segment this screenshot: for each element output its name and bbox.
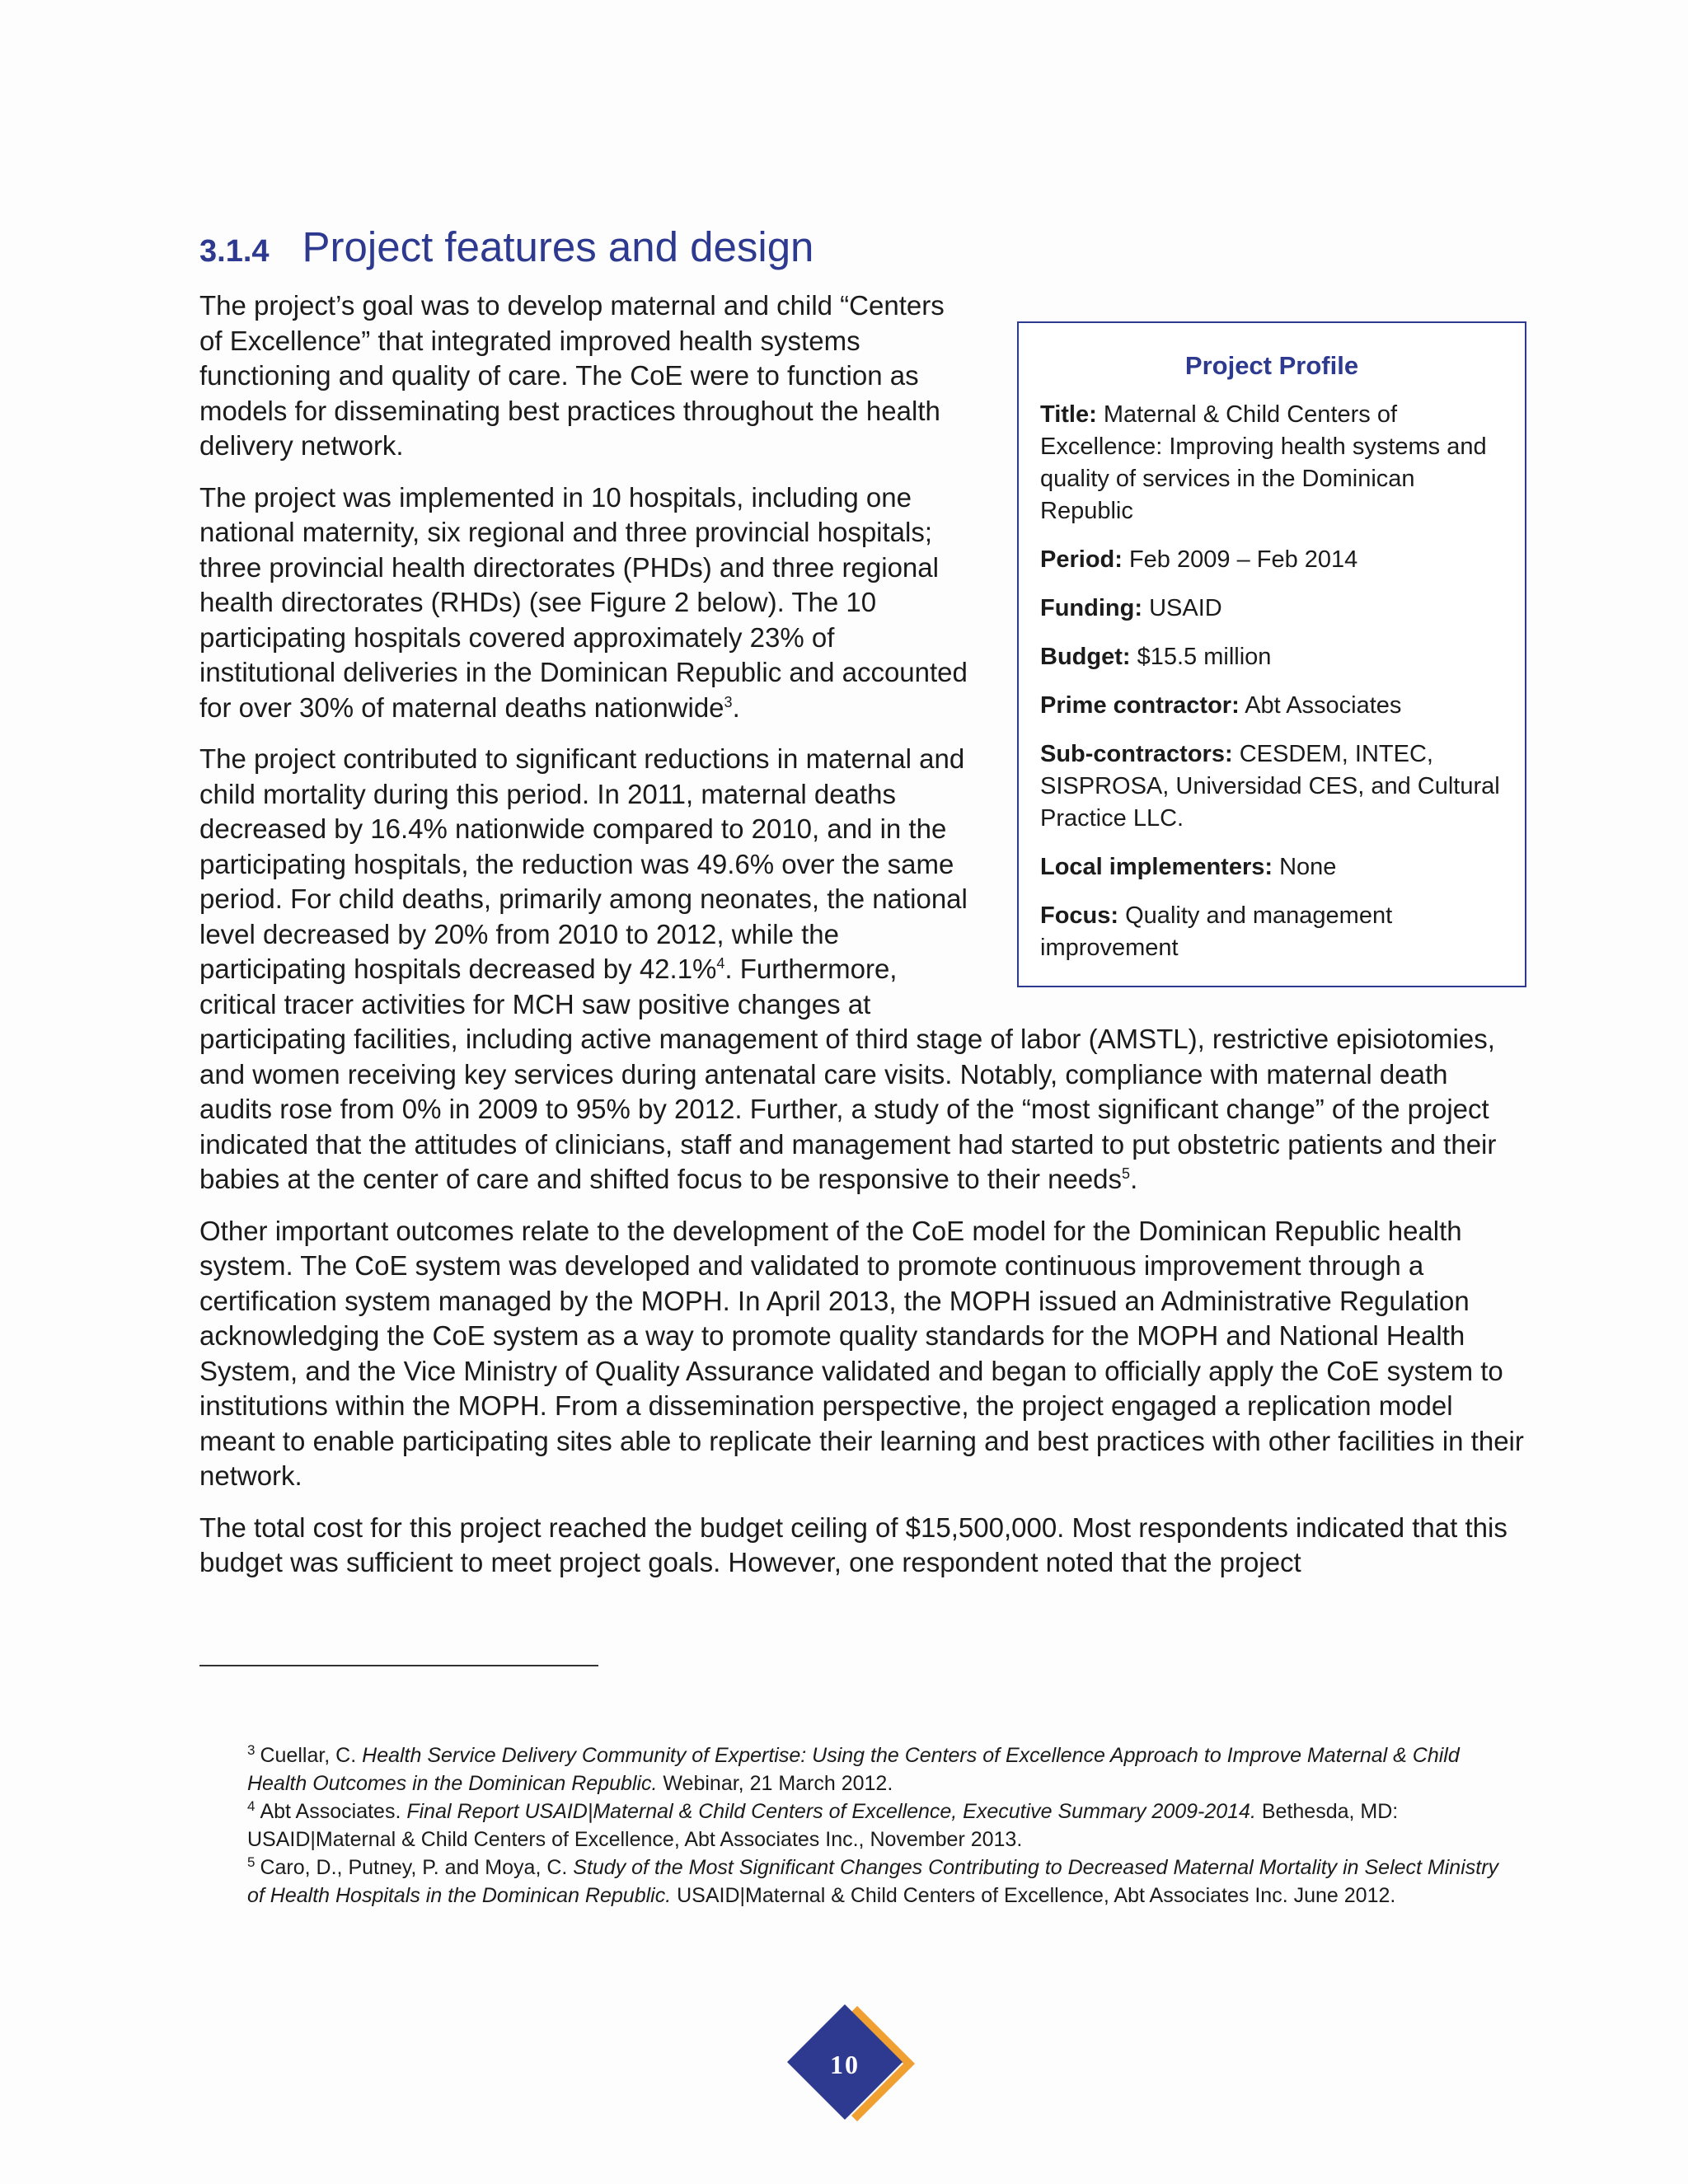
- profile-funding-row: [1040, 593, 1503, 625]
- paragraph-results-text-b: . Furthermore, critical tracer activities for MCH saw positive changes at participating facilities, including active management of third stage of labor (AMSTL), restrictive episiotomies, and women receiving key services during antenatal care visits. Notably, compliance with maternal death audits rose from 0% in 2009 to 95% by 2012. Further, a study of the “most significant change” of the project indicated that the attitudes of clinicians, staff and management had started to put obstetric patients and their babies at the center of care and shifted focus to be responsive to their needs: [199, 954, 1497, 1194]
- footnote-4-author: Abt Associates.: [260, 1800, 407, 1823]
- profile-sub-label: Sub-contractors:: [1040, 741, 1233, 767]
- footnote-3-title: Health Service Delivery Community of Expertise: Using the Centers of Excellence Approach to Improve Maternal & Child Health Outcomes in the Dominican Republic.: [247, 1744, 1460, 1795]
- paragraph-goal: The project’s goal was to develop maternal and child “Centers of Excellence” that integrated improved health systems functioning and quality of care. The CoE were to function as models for disseminating best practices throughout the health delivery network.: [199, 290, 945, 461]
- profile-focus-row: [1040, 900, 1503, 964]
- footnote-5-title: Study of the Most Significant Changes Contributing to Decreased Maternal Mortality in Select Ministry of Health Hospitals in the Dominican Republic.: [247, 1856, 1499, 1907]
- profile-funding-label: Funding:: [1040, 595, 1143, 621]
- profile-budget-row: [1040, 641, 1503, 673]
- paragraph-implementation-end: .: [732, 691, 740, 723]
- footnote-3-number: 3: [247, 1741, 256, 1758]
- profile-prime-row: [1040, 690, 1503, 722]
- footnote-3-source: Webinar, 21 March 2012.: [657, 1772, 893, 1795]
- footnote-ref-3[interactable]: 3: [724, 693, 733, 710]
- footnote-ref-4[interactable]: 4: [716, 955, 725, 972]
- footnote-ref-5[interactable]: 5: [1122, 1165, 1131, 1182]
- footnote-separator: [199, 1665, 598, 1666]
- section-number: 3.1.4: [199, 234, 270, 269]
- profile-local-row: [1040, 851, 1503, 883]
- body-column: [199, 288, 1526, 1581]
- paragraph-results-end: .: [1130, 1164, 1138, 1194]
- profile-title-label: Title:: [1040, 401, 1097, 428]
- profile-heading: Project Profile: [1184, 351, 1359, 380]
- profile-sub-value: CESDEM, INTEC, SISPROSA, Universidad CES, and Cultural Practice LLC.: [1040, 741, 1500, 832]
- page-number: 10: [830, 2050, 860, 2079]
- footnote-5-author: Caro, D., Putney, P. and Moya, C.: [260, 1856, 574, 1879]
- section-heading: [199, 223, 814, 271]
- profile-title-row: [1040, 399, 1503, 527]
- profile-period-value: Feb 2009 – Feb 2014: [1128, 546, 1358, 573]
- footnote-4: [247, 1797, 1500, 1854]
- project-profile-box: [1017, 321, 1526, 987]
- footnote-5-number: 5: [247, 1854, 256, 1870]
- footnote-3: [247, 1741, 1500, 1797]
- profile-local-label: Local implementers:: [1040, 854, 1273, 880]
- footnote-5-source: USAID|Maternal & Child Centers of Excellence, Abt Associates Inc. June 2012.: [671, 1884, 1396, 1907]
- profile-title-value: Maternal & Child Centers of Excellence: Improving health systems and quality of services in the Dominican Republic: [1040, 401, 1487, 524]
- profile-period-label: Period:: [1040, 546, 1123, 573]
- paragraph-cost: The total cost for this project reached the budget ceiling of $15,500,000. Most respondents indicated that this budget was sufficient to meet project goals. However, one respondent noted that the project: [199, 1511, 1507, 1577]
- profile-focus-label: Focus:: [1040, 902, 1119, 929]
- profile-sub-row: [1040, 738, 1503, 835]
- paragraph-outcomes: Other important outcomes relate to the development of the CoE model for the Dominican Republic health system. The CoE system was developed and validated to promote continuous improvement through a certification system managed by the MOPH. In April 2013, the MOPH issued an Administrative Regulation acknowledging the CoE system as a way to promote quality standards for the MOPH and National Health System, and the Vice Ministry of Quality Assurance validated and began to officially apply the CoE system to institutions within the MOPH. From a dissemination perspective, the project engaged a replication model meant to enable participating sites able to replicate their learning and best practices with other facilities in their network.: [199, 1215, 1524, 1491]
- footnote-5: [247, 1854, 1500, 1910]
- footnote-4-title: Final Report USAID|Maternal & Child Centers of Excellence, Executive Summary 2009-2014.: [406, 1800, 1256, 1823]
- footnote-4-source: Bethesda, MD: USAID|Maternal & Child Centers of Excellence, Abt Associates Inc., November 2013.: [247, 1800, 1399, 1851]
- profile-focus-value: Quality and management improvement: [1040, 902, 1393, 961]
- profile-funding-value: USAID: [1149, 595, 1222, 621]
- profile-period-row: [1040, 544, 1503, 576]
- footnote-4-number: 4: [247, 1797, 256, 1814]
- paragraph-results-text-a: The project contributed to significant reductions in maternal and child mortality during this period. In 2011, maternal deaths decreased by 16.4% nationwide compared to 2010, and in the participating hospitals, the reduction was 49.6% over the same period. For child deaths, primarily among neonates, the national level decreased by 20% from 2010 to 2012, while the participating hospitals decreased by 42.1%: [199, 743, 968, 984]
- profile-prime-value: Abt Associates: [1245, 692, 1402, 719]
- profile-local-value: None: [1279, 854, 1337, 880]
- profile-budget-label: Budget:: [1040, 644, 1131, 670]
- paragraph-implementation-text: The project was implemented in 10 hospitals, including one national maternity, six regional and three provincial hospitals; three provincial health directorates (PHDs) and three regional health directorates (RHDs) (see Figure 2 below). The 10 participating hospitals covered approximately 23% of institutional deliveries in the Dominican Republic and accounted for over 30% of maternal deaths nationwide: [199, 481, 968, 723]
- section-title: Project features and design: [302, 223, 814, 270]
- footnote-3-author: Cuellar, C.: [260, 1744, 363, 1767]
- footnotes: [247, 1741, 1500, 1910]
- profile-prime-label: Prime contractor:: [1040, 692, 1240, 719]
- profile-budget-value: $15.5 million: [1137, 644, 1272, 670]
